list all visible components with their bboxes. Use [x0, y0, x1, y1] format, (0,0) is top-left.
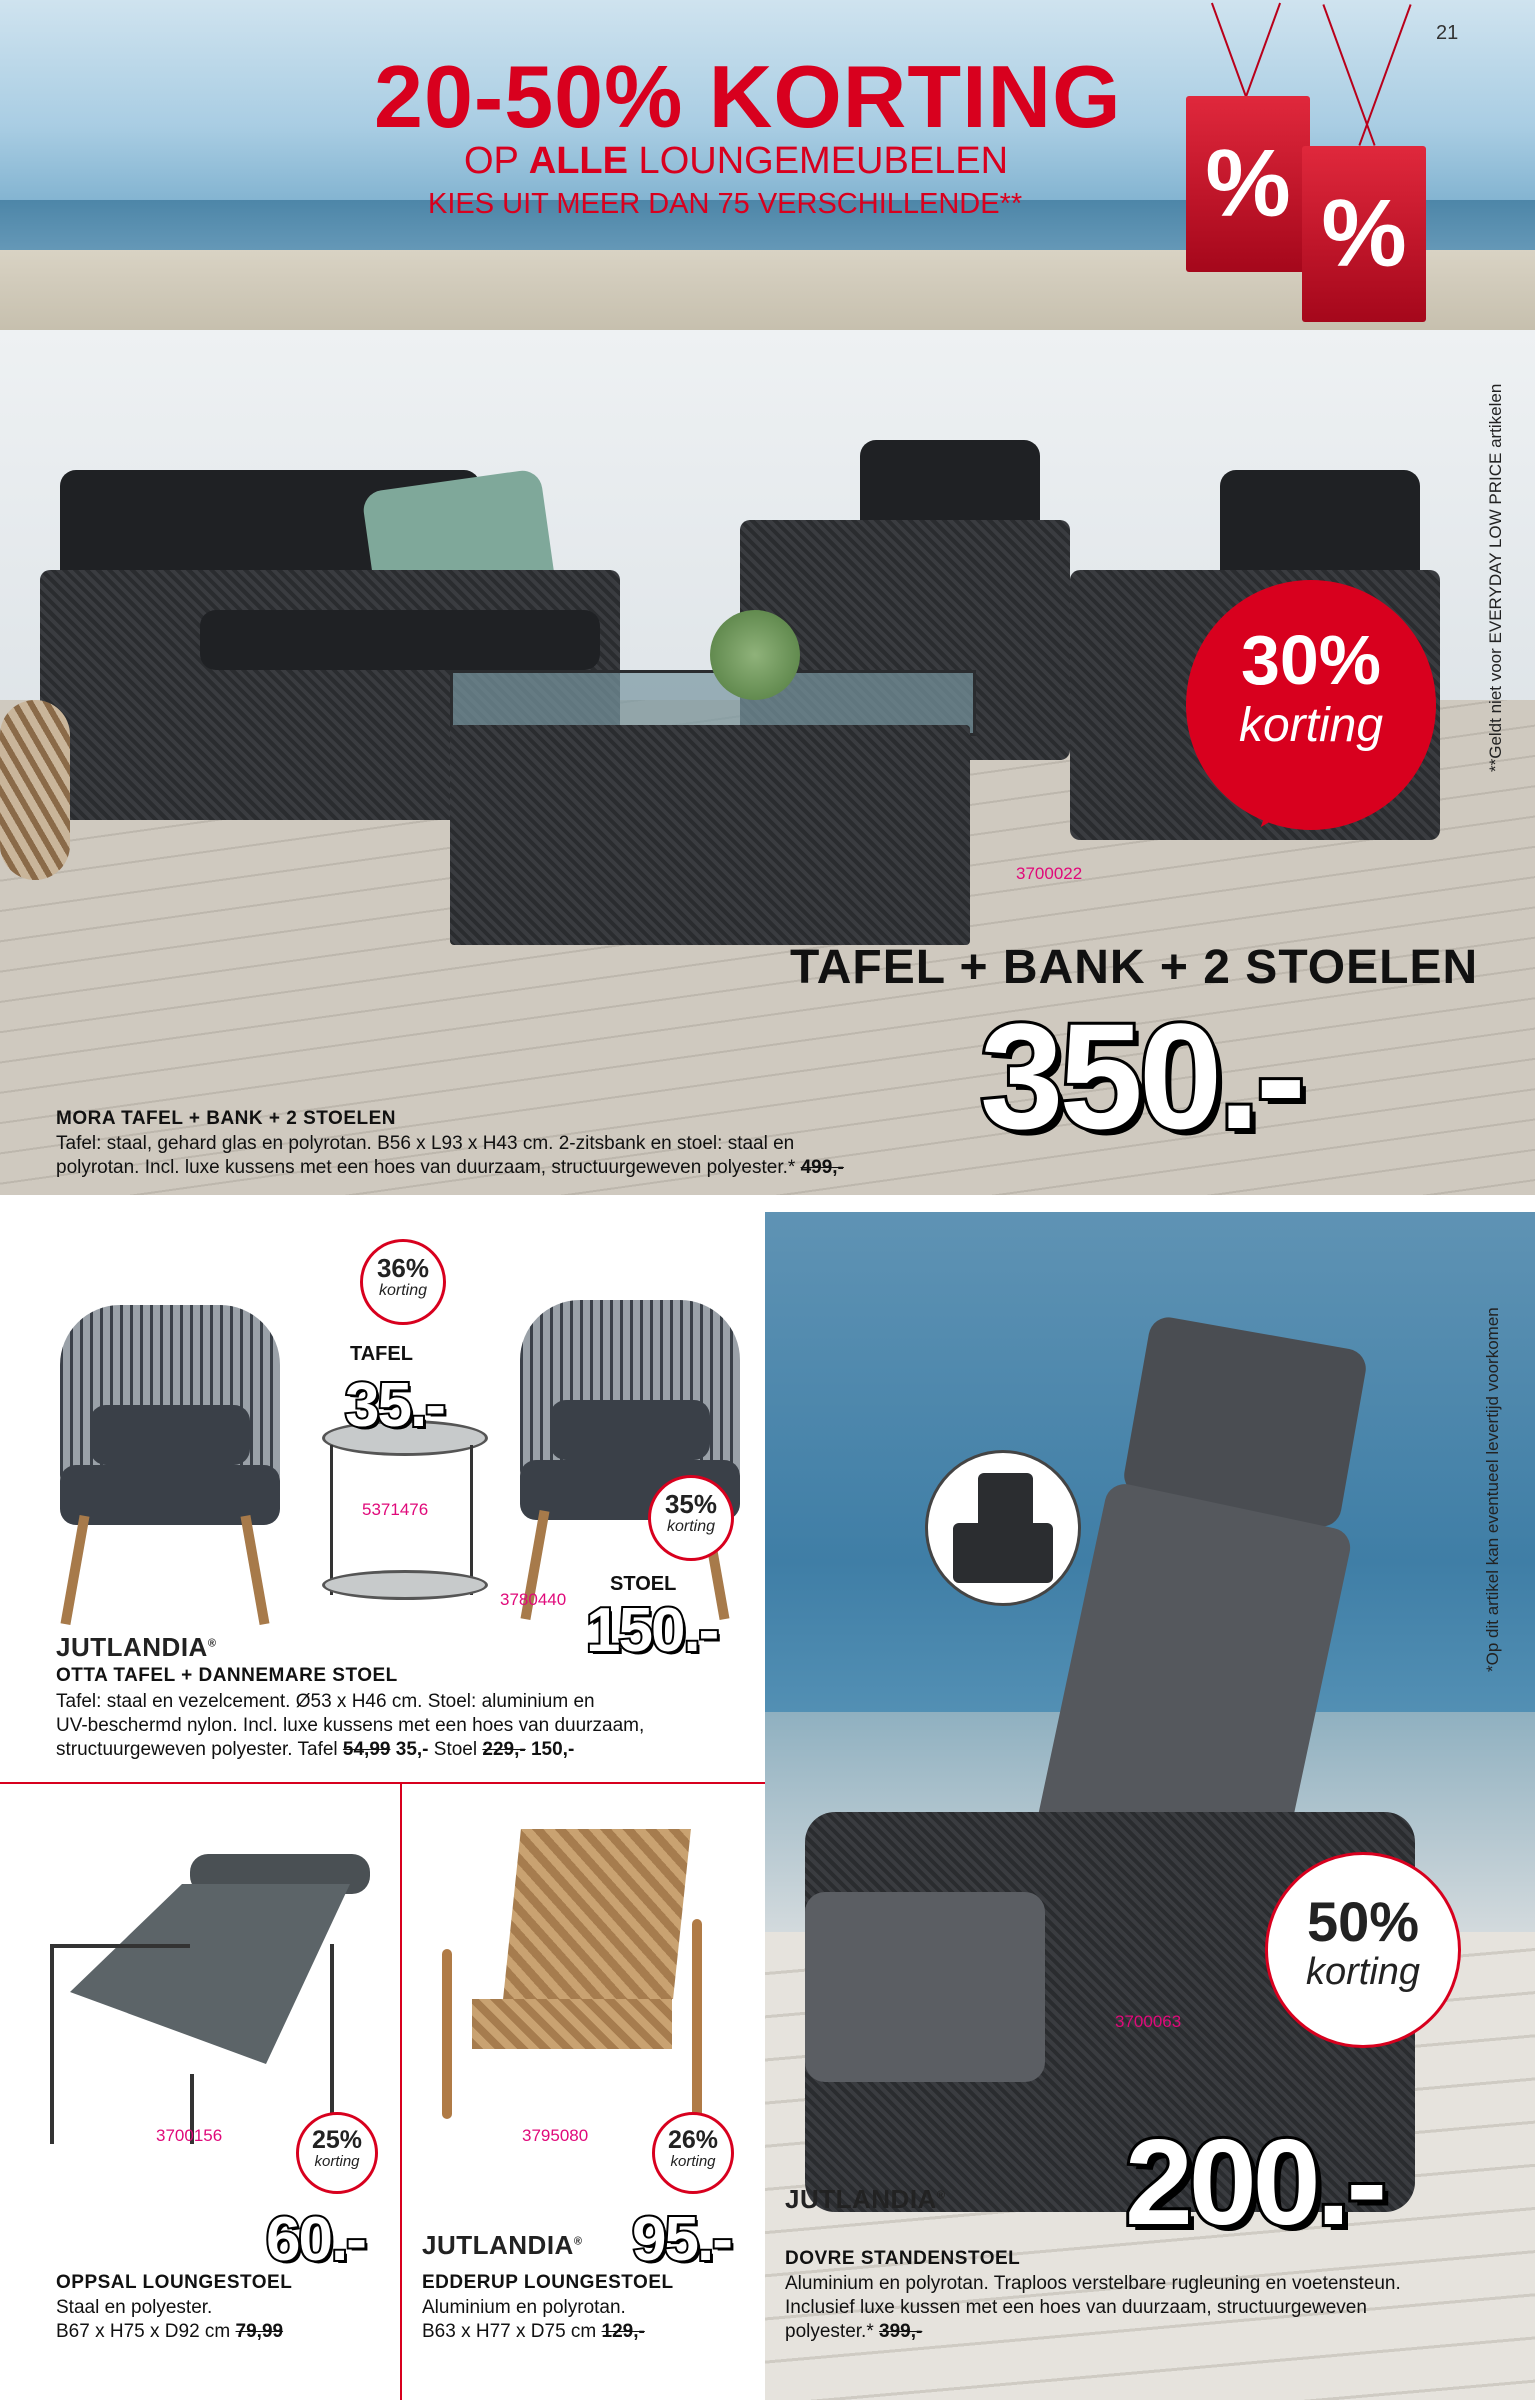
- oppsal-chair-image: [50, 1854, 380, 2144]
- product-title: OPPSAL LOUNGESTOEL: [56, 2272, 293, 2293]
- discount-bubble: [652, 2112, 734, 2194]
- product-price: 200.-: [1125, 2114, 1384, 2250]
- discount-word: korting: [1305, 1951, 1421, 1993]
- product-title: OTTA TAFEL + DANNEMARE STOEL: [56, 1665, 398, 1686]
- product-description: Tafel: staal, gehard glas en polyrotan. B56 x L93 x H43 cm. 2-zitsbank en stoel: staal en polyrotan. Incl. luxe kussens met een hoes van duurzaam, structuurgeweven polyester.* 499,-: [56, 1133, 844, 1178]
- old-price: 54,99: [342, 1739, 391, 1760]
- edderup-chair-image: [432, 1829, 722, 2129]
- old-price: 129,-: [601, 2321, 645, 2342]
- discount-word: korting: [378, 1282, 428, 1299]
- discount-percent: 50%: [1306, 1890, 1420, 1953]
- dovre-recliner-image: [805, 1332, 1445, 2212]
- side-note-top: **Geldt niet voor EVERYDAY LOW PRICE artikelen: [1486, 383, 1505, 772]
- dannemare-chair-image: [510, 1300, 750, 1620]
- product-description: Aluminium en polyrotan. B63 x H77 x D75 cm 129,-: [422, 2297, 645, 2342]
- product-price: 95.-: [632, 2205, 731, 2274]
- product-description: Staal en polyester. B67 x H75 x D92 cm 79,99: [56, 2297, 284, 2342]
- discount-bubble: [1186, 580, 1436, 850]
- subheadline: OP ALLE LOUNGEMEUBELEN: [464, 140, 1009, 182]
- percent-tag-icon: %: [1186, 96, 1310, 272]
- hero-price: 350.-: [980, 992, 1302, 1160]
- sku-number: 3780440: [500, 1590, 567, 1609]
- discount-percent: 26%: [667, 2126, 719, 2154]
- subheadline-secondary: KIES UIT MEER DAN 75 VERSCHILLENDE**: [428, 188, 1023, 220]
- product-title: DOVRE STANDENSTOEL: [785, 2248, 1021, 2269]
- sku-number: 5371476: [362, 1500, 429, 1519]
- product-title: MORA TAFEL + BANK + 2 STOELEN: [56, 1108, 397, 1129]
- old-price: 229,-: [482, 1739, 526, 1760]
- discount-word: korting: [1238, 699, 1384, 752]
- sku-number: 3700022: [1016, 864, 1083, 883]
- product-price: 60.-: [266, 2205, 365, 2274]
- discount-percent: 25%: [311, 2126, 363, 2154]
- discount-bubble: [648, 1475, 734, 1561]
- recliner-inset-image: [925, 1450, 1081, 1606]
- discount-bubble: [360, 1239, 446, 1325]
- side-note-middle: *Op dit artikel kan eventueel levertijd voorkomen: [1483, 1307, 1502, 1672]
- dannemare-chair-image: [50, 1305, 290, 1625]
- discount-bubble: [1265, 1852, 1461, 2048]
- discount-percent: 30%: [1240, 621, 1382, 699]
- lantern-image: [0, 700, 70, 880]
- offer-label: TAFEL + BANK + 2 STOELEN: [790, 941, 1479, 994]
- discount-percent: 36%: [376, 1253, 430, 1283]
- oppsal-section: [0, 1784, 400, 2400]
- brand-logo: JUTLANDIA®: [785, 2184, 946, 2214]
- discount-word: korting: [314, 2153, 360, 2170]
- otta-section: [0, 1195, 765, 1780]
- table-price: 35.-: [345, 1371, 444, 1440]
- table-label: TAFEL: [350, 1343, 413, 1365]
- sku-number: 3700156: [156, 2126, 223, 2145]
- product-description: Tafel: staal en vezelcement. Ø53 x H46 cm. Stoel: aluminium en UV-beschermd nylon. Incl. luxe kussens met een hoes van duurzaam, structuurgeweven polyester. Tafel 54,99 35,- Stoel 229,- 150,-: [56, 1691, 645, 1760]
- brand-logo: JUTLANDIA®: [56, 1632, 217, 1662]
- product-title: EDDERUP LOUNGESTOEL: [422, 2272, 674, 2293]
- product-description: Aluminium en polyrotan. Traploos verstelbare rugleuning en voetensteun. Inclusief luxe kussen met een hoes van duurzaam, structuurgeweven polyester.* 399,-: [785, 2273, 1401, 2342]
- discount-word: korting: [666, 1518, 716, 1535]
- headline: 20-50% KORTING: [374, 47, 1122, 146]
- sku-number: 3795080: [522, 2126, 589, 2145]
- discount-word: korting: [670, 2153, 716, 2170]
- discount-bubble: [296, 2112, 378, 2194]
- page-number: 21: [1436, 22, 1459, 44]
- hero-section: [0, 0, 1535, 1195]
- dovre-section: [765, 1212, 1535, 2400]
- plant-pot-image: [710, 610, 800, 700]
- sku-number: 3700063: [1115, 2012, 1182, 2031]
- chair-price: 150.-: [586, 1596, 718, 1665]
- discount-percent: 35%: [664, 1489, 718, 1519]
- old-price: 499,-: [800, 1157, 844, 1178]
- coffee-table-image: [450, 670, 970, 960]
- old-price: 399,-: [879, 2321, 923, 2342]
- old-price: 79,99: [235, 2321, 284, 2342]
- percent-tag-icon: %: [1302, 146, 1426, 322]
- edderup-section: [402, 1784, 765, 2400]
- chair-label: STOEL: [610, 1573, 677, 1595]
- brand-logo: JUTLANDIA®: [422, 2230, 583, 2260]
